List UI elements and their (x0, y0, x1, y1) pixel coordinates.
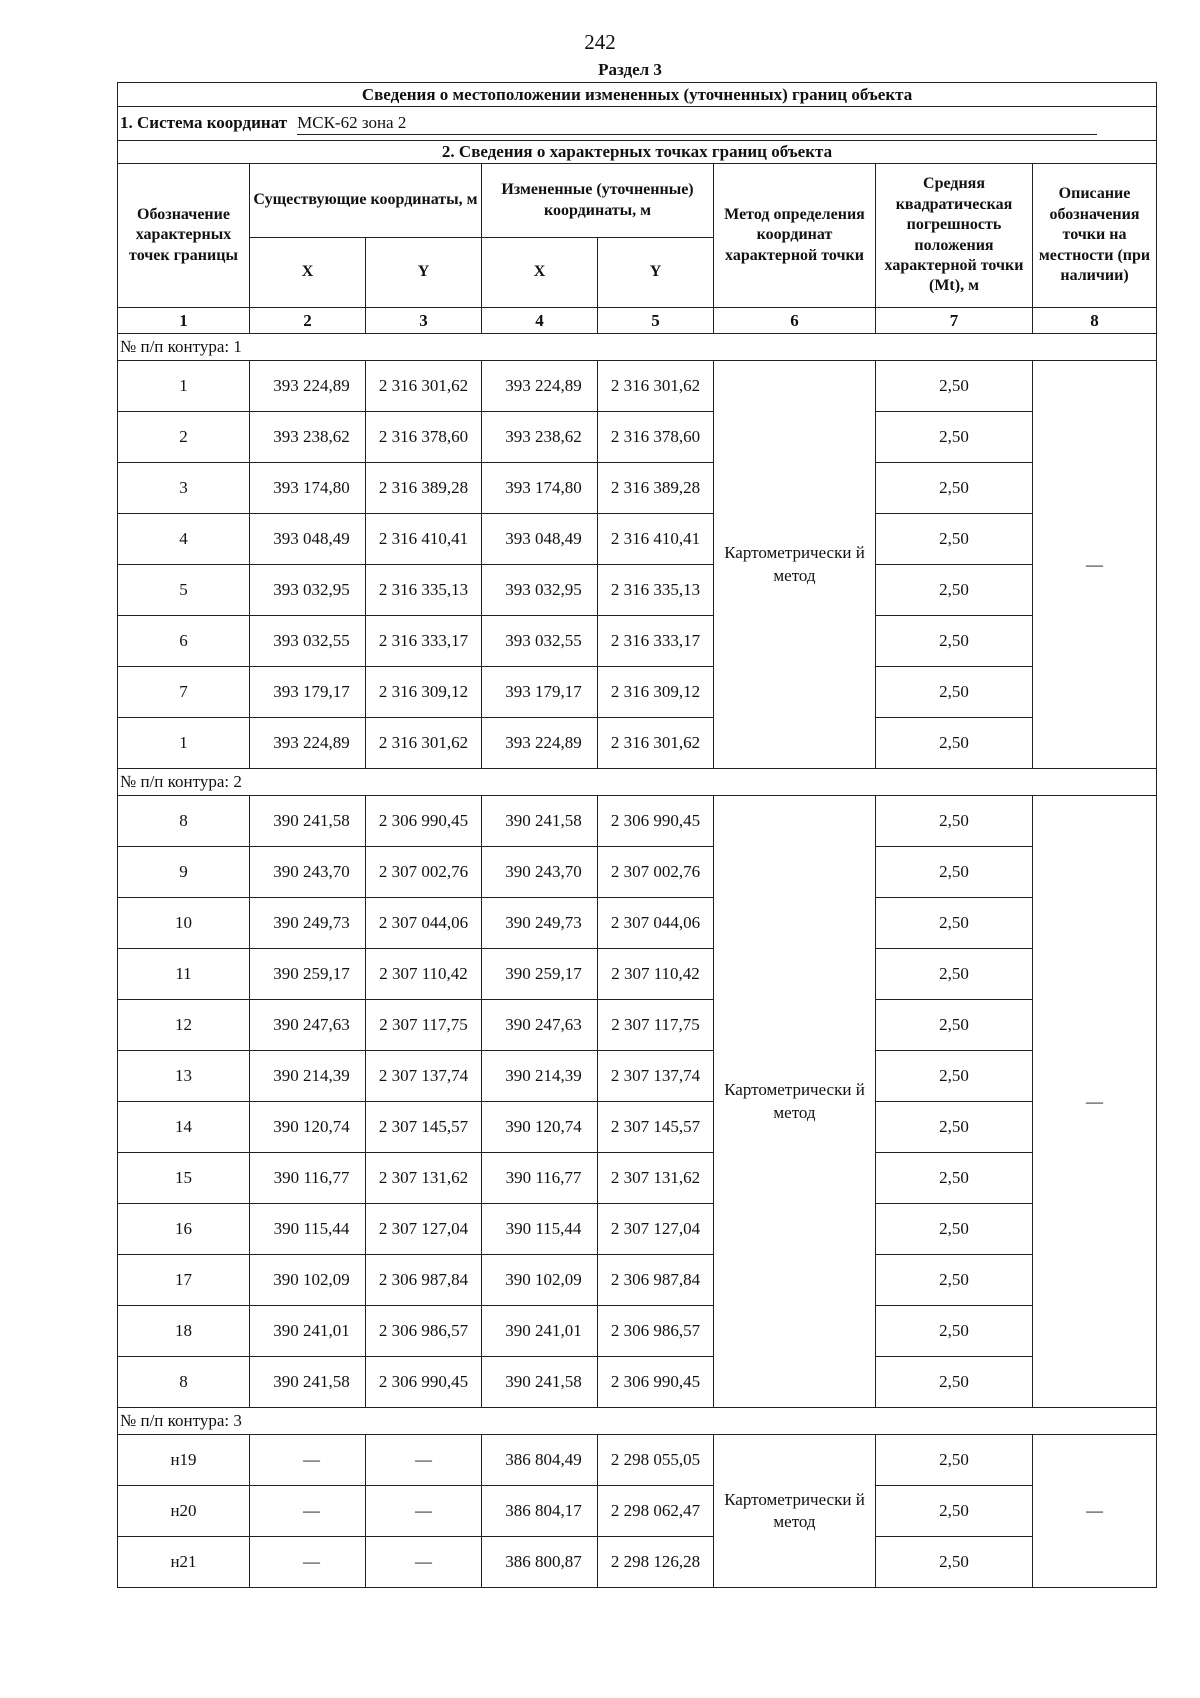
table-row (118, 1204, 1157, 1255)
existing-y: 2 307 117,75 (366, 1000, 482, 1051)
page-number: 242 (584, 30, 616, 54)
point-id: 8 (118, 1357, 250, 1408)
table-row (118, 1537, 1157, 1588)
changed-y: 2 307 131,62 (598, 1153, 714, 1204)
changed-y: 2 306 990,45 (598, 1357, 714, 1408)
col-num-6: 6 (714, 308, 876, 334)
point-id: 6 (118, 616, 250, 667)
coord-system-row (118, 107, 1157, 141)
table-row (118, 1051, 1157, 1102)
point-id: 1 (118, 361, 250, 412)
changed-y: 2 307 127,04 (598, 1204, 714, 1255)
existing-x: 390 241,58 (250, 1357, 366, 1408)
error-value: 2,50 (876, 718, 1033, 769)
changed-x: 393 238,62 (482, 412, 598, 463)
existing-y: 2 306 990,45 (366, 1357, 482, 1408)
table-row (118, 898, 1157, 949)
changed-y: 2 307 137,74 (598, 1051, 714, 1102)
changed-x: 393 048,49 (482, 514, 598, 565)
point-id: 12 (118, 1000, 250, 1051)
point-id: 17 (118, 1255, 250, 1306)
changed-y: 2 316 335,13 (598, 565, 714, 616)
existing-y: 2 316 309,12 (366, 667, 482, 718)
table-row (118, 1357, 1157, 1408)
existing-x: 393 032,55 (250, 616, 366, 667)
header-changed: Измененные (уточненные) координаты, м (482, 164, 714, 238)
point-id: н20 (118, 1486, 250, 1537)
section-title: Раздел 3 (598, 60, 662, 79)
table-row (118, 361, 1157, 412)
changed-y: 2 307 145,57 (598, 1102, 714, 1153)
changed-y: 2 307 002,76 (598, 847, 714, 898)
table-row (118, 616, 1157, 667)
error-value: 2,50 (876, 667, 1033, 718)
table-row (118, 1306, 1157, 1357)
changed-y: 2 316 301,62 (598, 361, 714, 412)
existing-y: 2 307 127,04 (366, 1204, 482, 1255)
point-id: 11 (118, 949, 250, 1000)
error-value: 2,50 (876, 1486, 1033, 1537)
existing-y: 2 307 110,42 (366, 949, 482, 1000)
header-existing: Существующие координаты, м (250, 164, 482, 238)
changed-x: 390 116,77 (482, 1153, 598, 1204)
error-value: 2,50 (876, 1204, 1033, 1255)
existing-x: 393 179,17 (250, 667, 366, 718)
error-value: 2,50 (876, 1000, 1033, 1051)
changed-y: 2 316 389,28 (598, 463, 714, 514)
method-cell: Картометрически й метод (714, 796, 876, 1408)
point-id: н19 (118, 1435, 250, 1486)
changed-y: 2 316 309,12 (598, 667, 714, 718)
point-id: 3 (118, 463, 250, 514)
changed-y: 2 316 301,62 (598, 718, 714, 769)
error-value: 2,50 (876, 949, 1033, 1000)
existing-x: 393 224,89 (250, 361, 366, 412)
method-cell: Картометрически й метод (714, 1435, 876, 1588)
table-row (118, 1255, 1157, 1306)
existing-y: 2 307 131,62 (366, 1153, 482, 1204)
point-id: 5 (118, 565, 250, 616)
changed-x: 393 174,80 (482, 463, 598, 514)
description-cell: — (1033, 796, 1157, 1408)
changed-x: 390 102,09 (482, 1255, 598, 1306)
error-value: 2,50 (876, 1357, 1033, 1408)
error-value: 2,50 (876, 1051, 1033, 1102)
changed-y: 2 307 117,75 (598, 1000, 714, 1051)
header-description: Описание обозначения точки на местности (при наличии) (1033, 164, 1157, 308)
existing-y: 2 306 990,45 (366, 796, 482, 847)
table-row (118, 796, 1157, 847)
changed-y: 2 298 062,47 (598, 1486, 714, 1537)
error-value: 2,50 (876, 1153, 1033, 1204)
changed-x: 390 115,44 (482, 1204, 598, 1255)
header-changed-y: Y (598, 238, 714, 308)
existing-x: 390 249,73 (250, 898, 366, 949)
point-id: 8 (118, 796, 250, 847)
header-existing-y: Y (366, 238, 482, 308)
changed-x: 393 179,17 (482, 667, 598, 718)
changed-x: 390 243,70 (482, 847, 598, 898)
existing-y: 2 307 145,57 (366, 1102, 482, 1153)
coord-system-label: 1. Система координат (120, 113, 288, 133)
error-value: 2,50 (876, 847, 1033, 898)
point-id: 15 (118, 1153, 250, 1204)
point-id: 9 (118, 847, 250, 898)
existing-y: — (366, 1486, 482, 1537)
table-row (118, 1000, 1157, 1051)
existing-x: 390 241,01 (250, 1306, 366, 1357)
col-num-8: 8 (1033, 308, 1157, 334)
point-id: 1 (118, 718, 250, 769)
error-value: 2,50 (876, 565, 1033, 616)
point-id: 2 (118, 412, 250, 463)
changed-y: 2 298 126,28 (598, 1537, 714, 1588)
point-id: 16 (118, 1204, 250, 1255)
existing-y: 2 316 301,62 (366, 718, 482, 769)
changed-x: 390 247,63 (482, 1000, 598, 1051)
contour-label: № п/п контура: 1 (118, 334, 1157, 361)
error-value: 2,50 (876, 1255, 1033, 1306)
point-id: н21 (118, 1537, 250, 1588)
existing-x: 393 238,62 (250, 412, 366, 463)
existing-y: — (366, 1537, 482, 1588)
col-num-2: 2 (250, 308, 366, 334)
existing-x: 390 120,74 (250, 1102, 366, 1153)
existing-x: — (250, 1537, 366, 1588)
error-value: 2,50 (876, 463, 1033, 514)
existing-y: 2 316 378,60 (366, 412, 482, 463)
existing-x: 393 032,95 (250, 565, 366, 616)
header-method: Метод определения координат характерной точки (714, 164, 876, 308)
description-cell: — (1033, 1435, 1157, 1588)
existing-x: 390 259,17 (250, 949, 366, 1000)
error-value: 2,50 (876, 514, 1033, 565)
existing-y: 2 316 389,28 (366, 463, 482, 514)
existing-x: 390 241,58 (250, 796, 366, 847)
changed-y: 2 307 044,06 (598, 898, 714, 949)
header-changed-x: X (482, 238, 598, 308)
col-num-4: 4 (482, 308, 598, 334)
changed-x: 390 241,58 (482, 796, 598, 847)
col-num-5: 5 (598, 308, 714, 334)
existing-y: 2 307 002,76 (366, 847, 482, 898)
existing-y: 2 307 137,74 (366, 1051, 482, 1102)
changed-x: 386 804,17 (482, 1486, 598, 1537)
changed-x: 390 259,17 (482, 949, 598, 1000)
changed-y: 2 316 333,17 (598, 616, 714, 667)
col-num-3: 3 (366, 308, 482, 334)
point-id: 14 (118, 1102, 250, 1153)
existing-x: 390 102,09 (250, 1255, 366, 1306)
header-existing-x: X (250, 238, 366, 308)
existing-y: 2 316 335,13 (366, 565, 482, 616)
coord-system-value: МСК-62 зона 2 (297, 112, 1097, 134)
existing-y: 2 316 410,41 (366, 514, 482, 565)
error-value: 2,50 (876, 361, 1033, 412)
point-id: 13 (118, 1051, 250, 1102)
changed-x: 390 241,01 (482, 1306, 598, 1357)
changed-x: 390 214,39 (482, 1051, 598, 1102)
method-cell: Картометрически й метод (714, 361, 876, 769)
error-value: 2,50 (876, 412, 1033, 463)
existing-x: 390 115,44 (250, 1204, 366, 1255)
existing-x: — (250, 1486, 366, 1537)
header-point: Обозначение характерных точек границы (118, 164, 250, 308)
existing-y: 2 316 333,17 (366, 616, 482, 667)
point-id: 10 (118, 898, 250, 949)
changed-y: 2 306 990,45 (598, 796, 714, 847)
changed-x: 390 249,73 (482, 898, 598, 949)
existing-x: 390 214,39 (250, 1051, 366, 1102)
existing-x: 390 243,70 (250, 847, 366, 898)
changed-x: 393 224,89 (482, 718, 598, 769)
existing-y: 2 306 987,84 (366, 1255, 482, 1306)
changed-x: 390 241,58 (482, 1357, 598, 1408)
table-row (118, 565, 1157, 616)
existing-x: 393 224,89 (250, 718, 366, 769)
table-row (118, 667, 1157, 718)
existing-y: 2 307 044,06 (366, 898, 482, 949)
changed-y: 2 307 110,42 (598, 949, 714, 1000)
changed-x: 390 120,74 (482, 1102, 598, 1153)
col-num-1: 1 (118, 308, 250, 334)
table-row (118, 1153, 1157, 1204)
error-value: 2,50 (876, 796, 1033, 847)
changed-y: 2 306 987,84 (598, 1255, 714, 1306)
description-cell: — (1033, 361, 1157, 769)
changed-y: 2 298 055,05 (598, 1435, 714, 1486)
existing-x: — (250, 1435, 366, 1486)
boundary-table (117, 82, 1157, 1588)
table-row (118, 514, 1157, 565)
table-row (118, 1486, 1157, 1537)
error-value: 2,50 (876, 1102, 1033, 1153)
existing-x: 393 048,49 (250, 514, 366, 565)
header-error: Средняя квадратическая погрешность положения характерной точки (Mt), м (876, 164, 1033, 308)
error-value: 2,50 (876, 616, 1033, 667)
table-subtitle: 2. Сведения о характерных точках границ объекта (118, 141, 1157, 164)
contour-label: № п/п контура: 2 (118, 769, 1157, 796)
table-row (118, 847, 1157, 898)
changed-y: 2 316 378,60 (598, 412, 714, 463)
table-row (118, 718, 1157, 769)
table-row (118, 949, 1157, 1000)
col-num-7: 7 (876, 308, 1033, 334)
changed-x: 386 804,49 (482, 1435, 598, 1486)
existing-y: — (366, 1435, 482, 1486)
changed-y: 2 316 410,41 (598, 514, 714, 565)
point-id: 4 (118, 514, 250, 565)
changed-x: 393 224,89 (482, 361, 598, 412)
existing-x: 390 116,77 (250, 1153, 366, 1204)
table-row (118, 463, 1157, 514)
error-value: 2,50 (876, 1537, 1033, 1588)
point-id: 7 (118, 667, 250, 718)
existing-y: 2 316 301,62 (366, 361, 482, 412)
table-row (118, 1102, 1157, 1153)
changed-x: 393 032,55 (482, 616, 598, 667)
changed-y: 2 306 986,57 (598, 1306, 714, 1357)
error-value: 2,50 (876, 1435, 1033, 1486)
point-id: 18 (118, 1306, 250, 1357)
table-title: Сведения о местоположении измененных (уточненных) границ объекта (118, 83, 1157, 107)
existing-x: 393 174,80 (250, 463, 366, 514)
changed-x: 386 800,87 (482, 1537, 598, 1588)
table-row (118, 412, 1157, 463)
contour-label: № п/п контура: 3 (118, 1408, 1157, 1435)
error-value: 2,50 (876, 898, 1033, 949)
existing-y: 2 306 986,57 (366, 1306, 482, 1357)
error-value: 2,50 (876, 1306, 1033, 1357)
changed-x: 393 032,95 (482, 565, 598, 616)
table-row (118, 1435, 1157, 1486)
existing-x: 390 247,63 (250, 1000, 366, 1051)
